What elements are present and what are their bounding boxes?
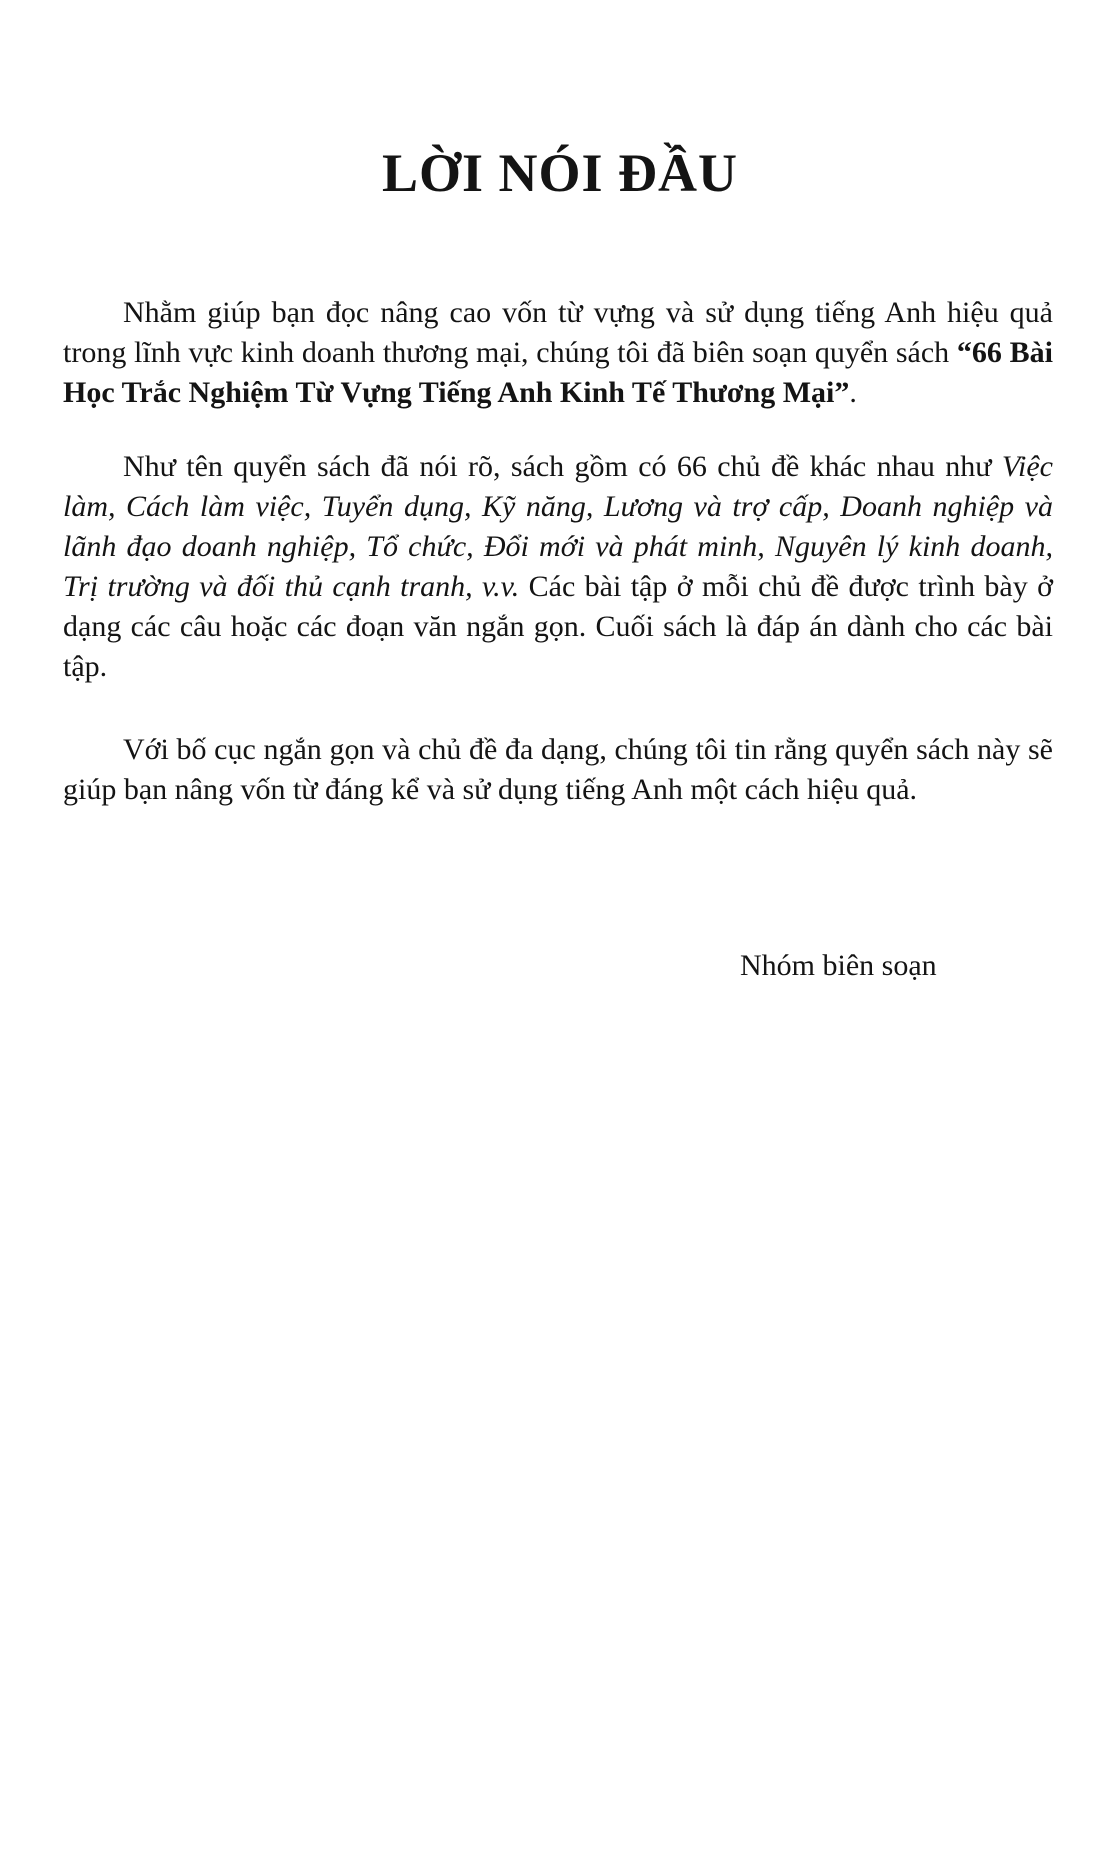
author-signature: Nhóm biên soạn	[740, 949, 937, 982]
topics-paragraph	[63, 447, 1053, 687]
page-title: LỜI NÓI ĐẦU	[381, 143, 739, 203]
closing-text: Với bố cục ngắn gọn và chủ đề đa dạng, chúng tôi tin rằng quyển sách này sẽ giúp bạn nâng vốn từ đáng kể và sử dụng tiếng Anh một cách hiệu quả.	[63, 733, 1053, 806]
intro-paragraph	[63, 293, 1053, 413]
topic-list: Việc làm, Cách làm việc, Tuyển dụng, Kỹ năng, Lương và trợ cấp, Doanh nghiệp và lãnh đạo doanh nghiệp, Tổ chức, Đổi mới và phát minh, Nguyên lý kinh doanh, Trị trường và đối thủ cạnh tranh, v.v.	[63, 450, 1053, 603]
topics-lead: Như tên quyển sách đã nói rõ, sách gồm có 66 chủ đề khác nhau như	[123, 450, 1002, 483]
book-title: “66 Bài Học Trắc Nghiệm Từ Vựng Tiếng Anh Kinh Tế Thương Mại”	[63, 336, 1053, 409]
intro-text: Nhằm giúp bạn đọc nâng cao vốn từ vựng và sử dụng tiếng Anh hiệu quả trong lĩnh vực kinh doanh thương mại, chúng tôi đã biên soạn quyển sách	[63, 296, 1053, 369]
topics-end: Các bài tập ở mỗi chủ đề được trình bày ở dạng các câu hoặc các đoạn văn ngắn gọn. Cuối sách là đáp án dành cho các bài tập.	[63, 570, 1053, 683]
closing-paragraph	[63, 730, 1053, 810]
intro-end: .	[849, 376, 857, 409]
